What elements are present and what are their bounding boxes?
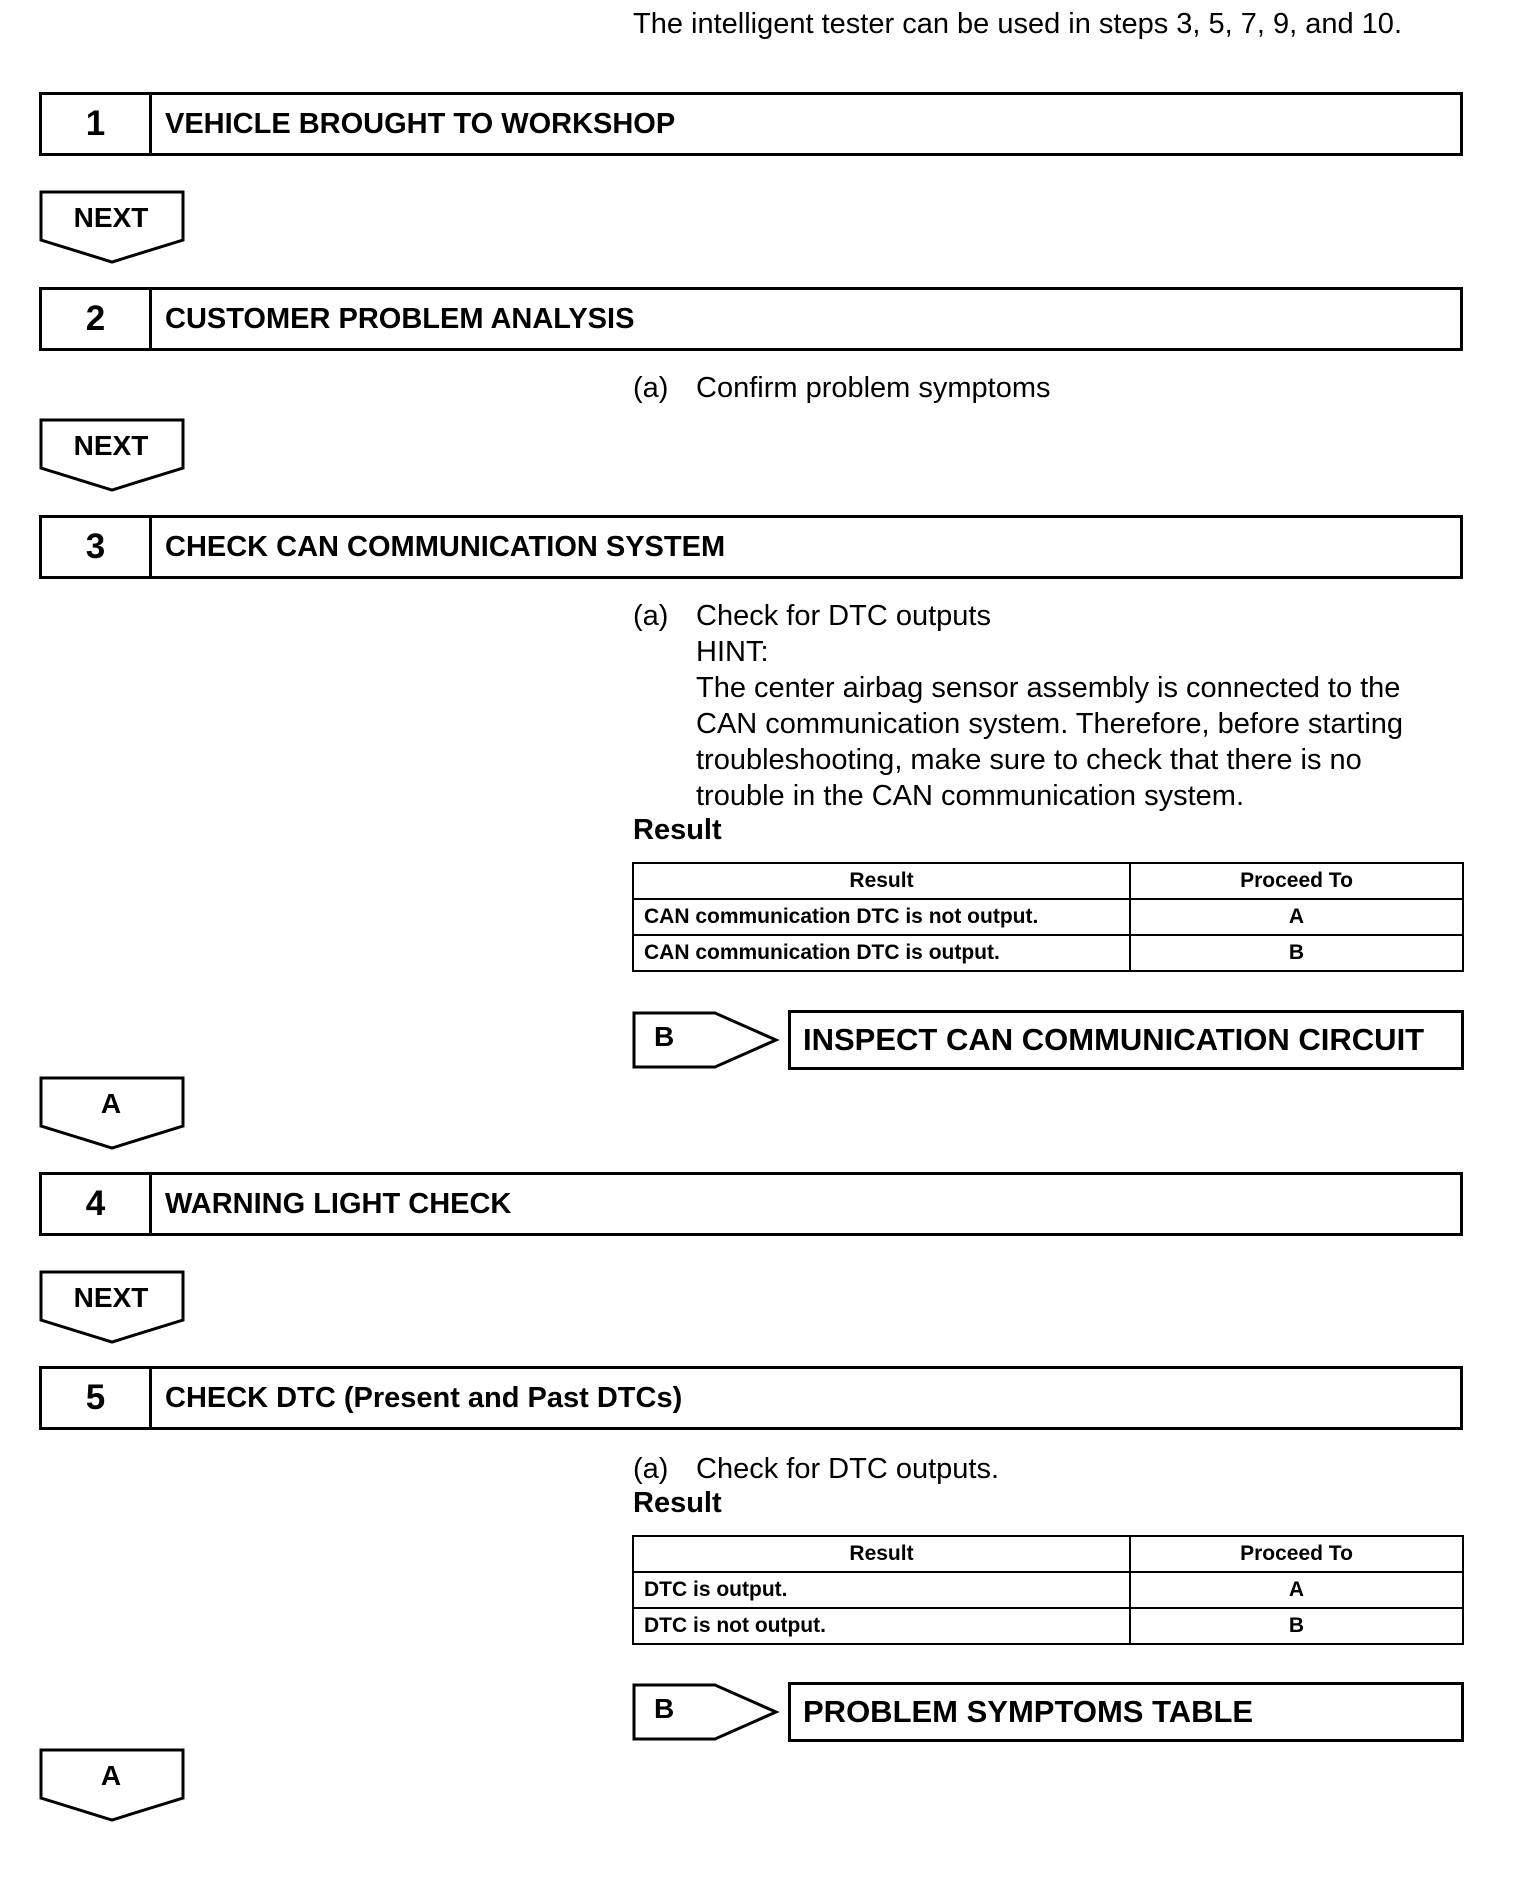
proceed-cell: B	[1130, 1608, 1463, 1644]
table-row	[633, 935, 1463, 971]
step-number: 1	[42, 95, 152, 153]
branch-a-arrow	[39, 1748, 187, 1822]
step-1-box	[39, 92, 1463, 156]
branch-b-arrow	[632, 1011, 782, 1069]
next-label: NEXT	[73, 1282, 149, 1313]
branch-b-arrow	[632, 1683, 782, 1741]
table-row	[633, 899, 1463, 935]
header-result: Result	[633, 1536, 1130, 1572]
branch-label: A	[100, 1760, 122, 1791]
next-label: NEXT	[73, 202, 149, 233]
next-arrow-1	[39, 190, 187, 264]
branch-label: B	[654, 1693, 675, 1724]
next-arrow-3	[39, 1270, 187, 1344]
table-row	[633, 1608, 1463, 1644]
branch-a-arrow	[39, 1076, 187, 1150]
hint-line: The center airbag sensor assembly is connected to the	[696, 672, 1401, 704]
intro-text: The intelligent tester can be used in steps 3, 5, 7, 9, and 10.	[633, 8, 1402, 40]
branch-label: A	[100, 1088, 122, 1119]
result-cell: CAN communication DTC is output.	[633, 935, 1130, 971]
header-proceed-to: Proceed To	[1130, 1536, 1463, 1572]
step-2-text: Confirm problem symptoms	[696, 372, 1051, 404]
next-label: NEXT	[73, 430, 149, 461]
proceed-cell: A	[1130, 1572, 1463, 1608]
step-3-text: Check for DTC outputs	[696, 600, 991, 632]
step-2-box	[39, 287, 1463, 351]
header-result: Result	[633, 863, 1130, 899]
branch-b-target: PROBLEM SYMPTOMS TABLE	[788, 1682, 1464, 1742]
step-title: CHECK CAN COMMUNICATION SYSTEM	[165, 530, 726, 563]
step-title: CUSTOMER PROBLEM ANALYSIS	[165, 302, 635, 335]
table-header-row	[633, 863, 1463, 899]
step-2-sublabel: (a)	[633, 372, 669, 404]
step-title: VEHICLE BROUGHT TO WORKSHOP	[165, 107, 676, 140]
step-title: WARNING LIGHT CHECK	[165, 1187, 512, 1220]
step-5-text: Check for DTC outputs.	[696, 1453, 999, 1485]
result-heading: Result	[633, 1487, 722, 1519]
step-number: 4	[42, 1175, 152, 1233]
table-row	[633, 1572, 1463, 1608]
hint-line: CAN communication system. Therefore, before starting	[696, 708, 1404, 740]
step-3-sublabel: (a)	[633, 600, 669, 632]
step-number: 2	[42, 290, 152, 348]
result-cell: DTC is output.	[633, 1572, 1130, 1608]
hint-line: troubleshooting, make sure to check that there is no	[696, 744, 1362, 776]
next-arrow-2	[39, 418, 187, 492]
result-heading: Result	[633, 814, 722, 846]
branch-label: B	[654, 1021, 675, 1052]
result-table-step-3	[632, 862, 1464, 972]
proceed-cell: B	[1130, 935, 1463, 971]
result-table-step-5	[632, 1535, 1464, 1645]
step-3-box	[39, 515, 1463, 579]
step-title: CHECK DTC (Present and Past DTCs)	[165, 1381, 683, 1414]
header-proceed-to: Proceed To	[1130, 863, 1463, 899]
branch-b-target: INSPECT CAN COMMUNICATION CIRCUIT	[788, 1010, 1464, 1070]
step-4-box	[39, 1172, 1463, 1236]
step-number: 5	[42, 1369, 152, 1427]
hint-line: trouble in the CAN communication system.	[696, 780, 1244, 812]
step-5-box	[39, 1366, 1463, 1430]
result-cell: DTC is not output.	[633, 1608, 1130, 1644]
step-5-sublabel: (a)	[633, 1453, 669, 1485]
result-cell: CAN communication DTC is not output.	[633, 899, 1130, 935]
proceed-cell: A	[1130, 899, 1463, 935]
table-header-row	[633, 1536, 1463, 1572]
hint-label: HINT:	[696, 636, 769, 668]
step-number: 3	[42, 518, 152, 576]
